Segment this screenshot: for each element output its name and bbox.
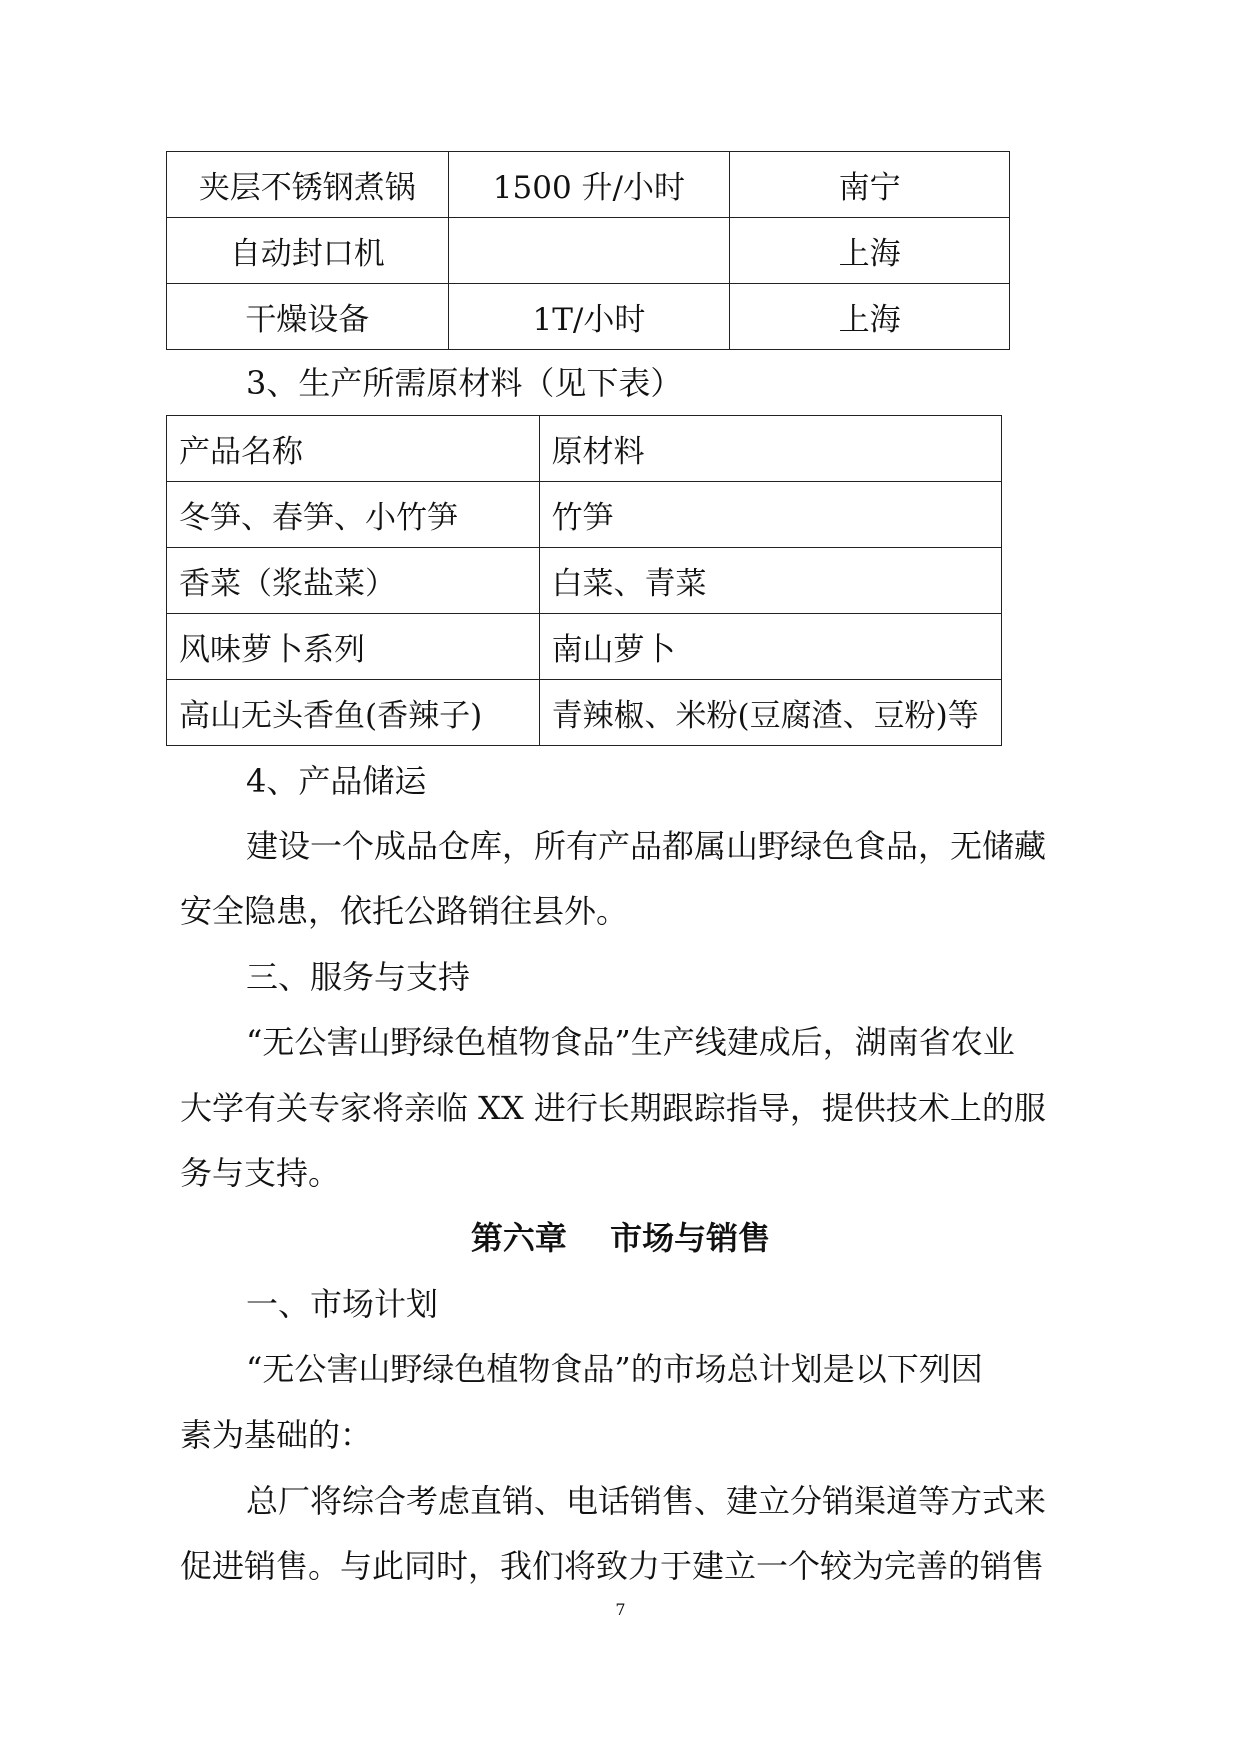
- table-cell: 上海: [730, 218, 1010, 284]
- section-heading-market-plan: 一、市场计划: [246, 1285, 439, 1323]
- section-heading-storage: 4、产品储运: [246, 762, 427, 800]
- table-cell: 南山萝卜: [539, 614, 1001, 680]
- table-row: [167, 614, 1002, 680]
- paragraph-line: 安全隐患，依托公路销往县外。: [180, 892, 629, 930]
- table-row: [167, 284, 1010, 350]
- table-cell: 风味萝卜系列: [167, 614, 540, 680]
- table-cell: 1500 升/小时: [448, 152, 730, 218]
- paragraph-line: 素为基础的：: [180, 1416, 373, 1454]
- table-cell: 青辣椒、米粉(豆腐渣、豆粉)等: [539, 680, 1001, 746]
- table-cell: [448, 218, 730, 284]
- table-row: [167, 680, 1002, 746]
- table-cell: 干燥设备: [167, 284, 449, 350]
- paragraph-line: 务与支持。: [180, 1154, 341, 1192]
- table-cell: 上海: [730, 284, 1010, 350]
- table-row: [167, 218, 1010, 284]
- table-cell: 白菜、青菜: [539, 548, 1001, 614]
- table-row: [167, 152, 1010, 218]
- table-header-row: [167, 416, 1002, 482]
- table-cell: 冬笋、春笋、小竹笋: [167, 482, 540, 548]
- column-header: 产品名称: [167, 416, 540, 482]
- section-heading-raw-materials: 3、生产所需原材料（见下表）: [246, 364, 683, 402]
- table-cell: 夹层不锈钢煮锅: [167, 152, 449, 218]
- paragraph-line: 促进销售。与此同时，我们将致力于建立一个较为完善的销售: [180, 1547, 1045, 1585]
- paragraph-line: “无公害山野绿色植物食品”的市场总计划是以下列因: [246, 1350, 983, 1388]
- section-heading-service: 三、服务与支持: [246, 958, 471, 996]
- paragraph-line: “无公害山野绿色植物食品”生产线建成后，湖南省农业: [246, 1023, 1015, 1061]
- table-cell: 自动封口机: [167, 218, 449, 284]
- paragraph-line: 大学有关专家将亲临 XX 进行长期跟踪指导，提供技术上的服: [180, 1089, 1046, 1127]
- materials-table: [166, 415, 1002, 746]
- paragraph-line: 建设一个成品仓库，所有产品都属山野绿色食品，无储藏: [246, 827, 1047, 865]
- table-row: [167, 482, 1002, 548]
- paragraph-line: 总厂将综合考虑直销、电话销售、建立分销渠道等方式来: [246, 1482, 1047, 1520]
- table-cell: 高山无头香鱼(香辣子): [167, 680, 540, 746]
- column-header: 原材料: [539, 416, 1001, 482]
- table-row: [167, 548, 1002, 614]
- table-cell: 1T/小时: [448, 284, 730, 350]
- page-number: 7: [615, 1600, 626, 1619]
- table-cell: 竹笋: [539, 482, 1001, 548]
- equipment-table: [166, 151, 1010, 350]
- table-cell: 香菜（浆盐菜）: [167, 548, 540, 614]
- chapter-title: 第六章 市场与销售: [470, 1219, 771, 1257]
- table-cell: 南宁: [730, 152, 1010, 218]
